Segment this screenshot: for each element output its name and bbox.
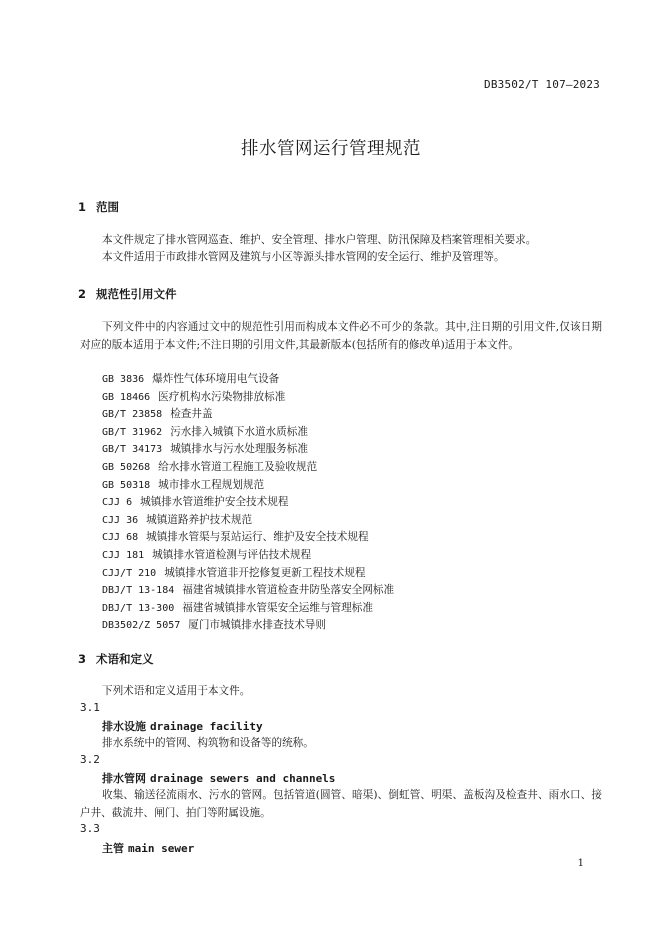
section-title: 规范性引用文件 — [96, 287, 177, 301]
term-english: drainage sewers and channels — [150, 772, 336, 785]
section-1-para-1: 本文件规定了排水管网巡查、维护、安全管理、排水户管理、防汛保障及档案管理相关要求。 — [102, 234, 537, 246]
term-title — [102, 718, 263, 734]
reference-item — [102, 424, 394, 442]
term-english: drainage facility — [150, 720, 263, 733]
reference-item — [102, 389, 394, 407]
section-2-heading — [78, 286, 177, 302]
reference-item — [102, 529, 394, 547]
reference-code: CJJ 181 — [102, 549, 145, 561]
reference-name: 城镇排水管道检测与评估技术规程 — [152, 548, 312, 561]
document-title: 排水管网运行管理规范 — [241, 139, 421, 159]
term-english: main sewer — [128, 842, 195, 855]
reference-code: CJJ 36 — [102, 514, 139, 526]
term-chinese: 主管 — [102, 842, 124, 855]
section-2-intro: 下列文件中的内容通过文中的规范性引用而构成本文件必不可少的条款。其中,注日期的引用文件,仅该日期对应的版本适用于本文件;不注日期的引用文件,其最新版本(包括所有的修改单)适用于本文件。 — [80, 321, 602, 351]
reference-code: CJJ 68 — [102, 532, 139, 544]
reference-name: 城市排水工程规划规范 — [158, 478, 265, 491]
term-title — [102, 840, 194, 856]
reference-name: 厦门市城镇排水排查技术导则 — [188, 619, 326, 632]
term-definition: 排水系统中的管网、构筑物和设备等的统称。 — [102, 737, 314, 749]
reference-item — [102, 441, 394, 459]
term-title — [102, 770, 335, 786]
reference-item — [102, 512, 394, 530]
reference-code: DBJ/T 13-300 — [102, 602, 175, 614]
section-number: 3 — [78, 652, 87, 666]
reference-name: 检查井盖 — [170, 408, 213, 421]
reference-code: GB 50268 — [102, 461, 151, 473]
reference-list — [102, 371, 394, 635]
term-number: 3.2 — [80, 753, 100, 766]
reference-name: 城镇排水管渠与泵站运行、维护及安全技术规程 — [146, 531, 369, 544]
reference-item — [102, 406, 394, 424]
reference-code: GB/T 34173 — [102, 444, 163, 456]
reference-code: DBJ/T 13-184 — [102, 585, 175, 597]
reference-name: 城镇排水管道非开挖修复更新工程技术规程 — [164, 566, 366, 579]
reference-item — [102, 371, 394, 389]
section-title: 术语和定义 — [96, 652, 154, 666]
reference-name: 医疗机构水污染物排放标准 — [158, 390, 286, 403]
reference-name: 污水排入城镇下水道水质标准 — [170, 425, 308, 438]
section-1-para-2: 本文件适用于市政排水管网及建筑与小区等源头排水管网的安全运行、维护及管理等。 — [102, 251, 505, 263]
term-number: 3.3 — [80, 822, 100, 835]
section-number: 2 — [78, 287, 87, 301]
reference-item — [102, 600, 394, 618]
reference-item — [102, 459, 394, 477]
reference-name: 福建省城镇排水管渠安全运维与管理标准 — [182, 601, 373, 614]
document-code: DB3502/T 107—2023 — [484, 78, 600, 91]
reference-code: GB 50318 — [102, 479, 151, 491]
term-number: 3.1 — [80, 701, 100, 714]
reference-code: CJJ 6 — [102, 497, 133, 509]
reference-code: GB/T 23858 — [102, 409, 163, 421]
term-chinese: 排水管网 — [102, 772, 146, 785]
reference-item — [102, 565, 394, 583]
section-title: 范围 — [96, 200, 119, 214]
reference-code: GB 18466 — [102, 391, 151, 403]
reference-item — [102, 547, 394, 565]
reference-item — [102, 582, 394, 600]
reference-name: 爆炸性气体环境用电气设备 — [152, 373, 280, 385]
reference-name: 城镇排水管道维护安全技术规程 — [140, 496, 289, 509]
reference-name: 给水排水管道工程施工及验收规范 — [158, 460, 318, 473]
reference-code: CJJ/T 210 — [102, 567, 157, 579]
reference-name: 城镇排水与污水处理服务标准 — [170, 443, 308, 456]
reference-item — [102, 617, 394, 635]
reference-name: 福建省城镇排水管道检查井防坠落安全网标准 — [182, 584, 395, 597]
reference-code: DB3502/Z 5057 — [102, 620, 181, 632]
reference-item — [102, 477, 394, 495]
section-1-heading — [78, 199, 119, 215]
reference-code: GB 3836 — [102, 374, 145, 385]
section-number: 1 — [78, 200, 87, 214]
page-number: 1 — [577, 858, 584, 869]
term-chinese: 排水设施 — [102, 720, 146, 733]
section-3-intro: 下列术语和定义适用于本文件。 — [102, 685, 251, 697]
reference-code: GB/T 31962 — [102, 426, 163, 438]
term-definition: 收集、输送径流雨水、污水的管网。包括管道(圆管、暗渠)、倒虹管、明渠、盖板沟及检查井、雨水口、接户井、截流井、闸门、拍门等附属设施。 — [80, 789, 602, 819]
reference-item — [102, 494, 394, 512]
section-3-heading — [78, 651, 154, 667]
reference-name: 城镇道路养护技术规范 — [146, 513, 253, 526]
